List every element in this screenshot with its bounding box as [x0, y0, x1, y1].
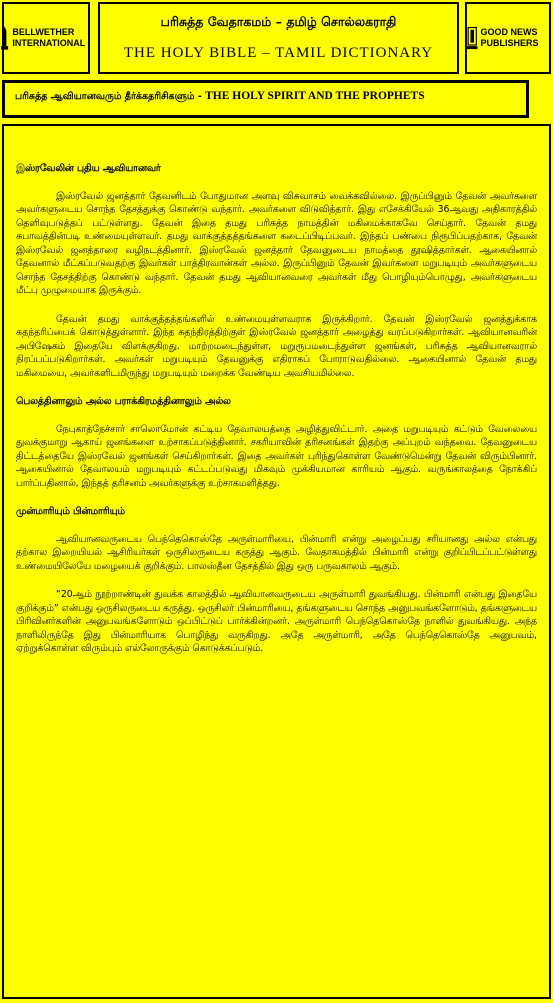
title-english: THE HOLY BIBLE – TAMIL DICTIONARY [123, 45, 434, 61]
good-news-logo [465, 2, 551, 74]
page-header [0, 0, 553, 78]
title-tamil: பரிசுத்த வேதாகமம் – தமிழ் சொல்லகராதி [160, 14, 397, 29]
subject-english: THE HOLY SPIRIT AND THE PROPHETS [205, 90, 425, 102]
paragraph: இஸ்ரவேல் ஜனத்தார் தேவனிடம் போதுமான அளவு விசுவாசம் வைக்கவில்லை. இருப்பினும் தேவன் அவர்களை அவர்களுடைய சொந்த தேசத்துக்கு கொண்டு வந்தார். அவர்களை விடுவித்தார். இது எசேக்கியேல் 36ஆவது அதிகாரத்தில் தெளிவுபடுத்தப் பட்டுள்ளது. தேவன் இதை தமது பரிசுத்த நாமத்தின் மகிமைக்காகவே செய்தார். தேவன் தமது சுபாவத்தின்படி உண்மையுள்ளவர். தமது வாக்குத்தத்தங்களை கடைப்பிடிப்பவர். இந்தப் பண்பை நிரூபிப்பதற்காக, தேவன் இஸ்ரவேல் ஜனத்தாரை வழிநடத்தினார். இஸ்ரவேல் ஜனத்தார் தேவனுடைய நாமத்தை தூஷித்தார்கள். ஆகையினால் தேவனால் மீட்கப்படுவதற்கு இவர்கள் பாத்திரவான்கள் அல்ல. இருப்பினும் தேவன் இவர்களை மறுபடியும் அவர்களுடைய சொந்த தேசத்திற்கு கொண்டு வந்தார். தேவன் தமது ஆவியானவரை அவர்கள் மீது பொழியும்பொழுது, அவர்களுடைய மீட்பு முழுமையாக இருக்கும். [16, 190, 537, 296]
bell-tower-icon [0, 18, 9, 58]
subject-tamil: பரிசுத்த ஆவியானவரும் தீர்க்கதரிசிகளும் - [15, 91, 206, 102]
article-body [2, 124, 551, 999]
paragraph: “20ஆம் நூற்றாண்டின் துவக்க காலத்தில் ஆவியானவருடைய அருள்மாரி துவங்கியது. பின்மாரி என்பது இதையே குறிக்கும்” என்பது ஒருசிலருடைய கருத்து. ஒருசிலர் பின்மாரியை, தங்களுடைய சொந்த அனுபவங்களோடும், தங்களுடைய பிரிவினர்களின் அனுபவங்களோடும் ஒப்பிட்டுப் பார்க்கின்றனர். அருள்மாரி பெந்தெகொஸ்தே நாளில் துவங்கியது. அந்த நாளிலிருந்தே இது பின்மாரியாக பொழிந்து வருகிறது. அதே அருள்மாரி, அதே பெந்தெகொஸ்தே அனுபவம், ஏற்றுக்கொள்ள விரும்பும் எல்லோருக்கும் கொடுக்கப்படும். [16, 589, 537, 654]
section-heading: முன்மாரியும் பின்மாரியும் [16, 506, 126, 517]
publisher-icon [467, 18, 478, 58]
logo-right-text: GOOD NEWS PUBLISHERS [480, 27, 539, 48]
subject-bar [2, 80, 529, 118]
logo-left-text: BELLWETHER INTERNATIONAL [12, 27, 86, 48]
title-box [98, 2, 459, 74]
paragraph: ஆவியானவருடைய பெந்தெகொஸ்தே அருள்மாரியை, பின்மாரி என்று அழைப்பது சரியானது அல்ல என்பது தற்கால இறையியல் ஆசிரியர்கள் ஒருசிலருடைய கருத்து ஆகும். வேதாகமத்தில் பின்மாரி என்று குறிப்பிடப்பட்டுள்ளது உண்மையிலேயே மழையைக் குறிக்கும். பாலஸ்தீன தேசத்தில் இது ஒரு பருவகாலம் ஆகும். [16, 533, 537, 572]
section-heading: பெலத்தினாலும் அல்ல பராக்கிரமத்தினாலும் அல்ல [16, 396, 231, 407]
bellwether-logo [2, 2, 90, 74]
paragraph: தேவன் தமது வாக்குத்தத்தங்களில் உண்மையுள்ளவராக இருக்கிறார். தேவன் இஸ்ரவேல் ஜனத்துக்காக சுதந்தரிப்பைக் கொடுத்துள்ளார். இந்த சுதந்திரத்திற்குள் இஸ்ரவேல் ஜனத்தார் அழைத்து வரப்படுகிறார்கள். ஆவியானவரின் அபிஷேகம் இதையே விளக்குகிறது. மாற்றமடைந்துள்ள, மறுரூபமடைந்துள்ள ஜனங்கள், பரிசுத்த ஆவியானவரால் நிரப்பப்படுகிறார்கள். அவர்கள் மறுபடியும் தேவனுக்கு எதிராகப் போராடுவதில்லை. ஆகையினால் தேவன் தமது மகிமையை, அவர்களிடமிருந்து மறுபடியும் மறைக்க வேண்டிய அவசியமில்லை. [16, 313, 537, 379]
paragraph: நேபுகாத்நேச்சார் சாலொமோன் கட்டிய தேவாலயத்தை அழித்துவிட்டார். அதை மறுபடியும் கட்டும் வேலையை துவக்குமாறு ஆகாய் ஜனங்களை உற்சாகப்படுத்தினார். சகரியாவின் தரிசனங்கள் இதற்கு அப்புறம் வந்தவை. தேவனுடைய திட்டத்தையே இஸ்ரவேல் ஜனங்கள் செய்கிறார்கள். இதை அவர்கள் புரிந்துகொள்ள வேண்டுமென்று தேவன் விரும்பினார். ஆகையினால் தேவாலயம் மறுபடியும் கட்டப்படுவது மிகவும் முக்கியமான காரியம் ஆகும். வருங்காலத்தை நோக்கிப் பார்ப்பதினால், இந்தத் தரிசனம் அவர்களுக்கு உற்சாகமளித்தது. [16, 423, 537, 489]
section-heading: இஸ்ரவேலின் புதிய ஆவியானவர் [16, 163, 161, 174]
